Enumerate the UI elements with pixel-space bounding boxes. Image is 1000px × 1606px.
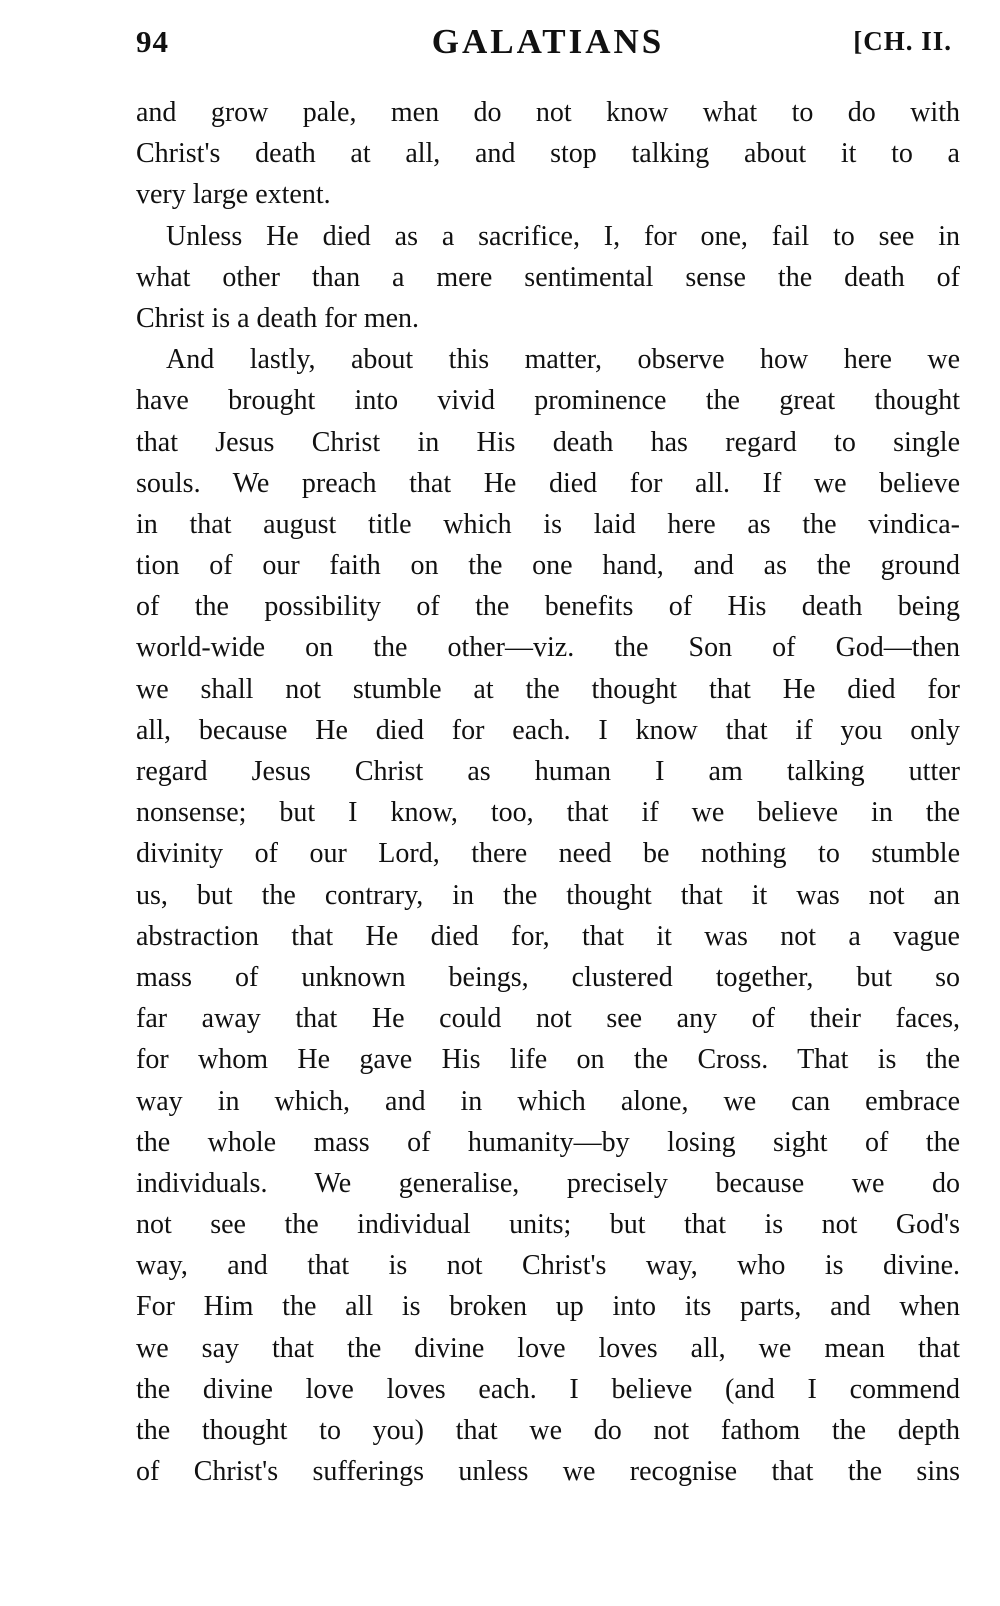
text-line: we say that the divine love loves all, we mean that bbox=[136, 1332, 960, 1364]
text-line: mass of unknown beings, clustered together, but so bbox=[136, 961, 960, 993]
text-line: Christ is a death for men. bbox=[136, 302, 420, 334]
text-line: the whole mass of humanity—by losing sight of the bbox=[136, 1126, 960, 1158]
text-line: not see the individual units; but that is not God's bbox=[136, 1209, 960, 1241]
text-line: what other than a mere sentimental sense the death of bbox=[136, 261, 960, 293]
text-line: For Him the all is broken up into its parts, and when bbox=[136, 1291, 960, 1323]
running-title: GALATIANS bbox=[431, 22, 665, 61]
text-line: individuals. We generalise, precisely because we do bbox=[136, 1167, 960, 1199]
text-line: nonsense; but I know, too, that if we believe in the bbox=[136, 797, 960, 829]
text-line: us, but the contrary, in the thought that it was not an bbox=[136, 879, 960, 911]
text-line: the divine love loves each. I believe (and I commend bbox=[136, 1373, 960, 1405]
page-number: 94 bbox=[136, 24, 169, 59]
text-line: that Jesus Christ in His death has regard to single bbox=[136, 426, 960, 458]
text-line: far away that He could not see any of their faces, bbox=[136, 1003, 960, 1035]
text-line: Unless He died as a sacrifice, I, for one, fail to see in bbox=[166, 220, 960, 252]
page-header bbox=[136, 18, 960, 68]
text-line: And lastly, about this matter, observe how here we bbox=[166, 344, 960, 376]
text-line: all, because He died for each. I know that if you only bbox=[136, 714, 960, 746]
text-line: of Christ's sufferings unless we recognise that the sins bbox=[136, 1456, 960, 1488]
text-line: the thought to you) that we do not fathom the depth bbox=[136, 1415, 960, 1446]
text-line: of the possibility of the benefits of His death being bbox=[136, 591, 960, 623]
text-line: regard Jesus Christ as human I am talking utter bbox=[136, 756, 960, 787]
text-line: in that august title which is laid here as the vindica- bbox=[136, 508, 960, 540]
text-line: for whom He gave His life on the Cross. That is the bbox=[136, 1044, 960, 1076]
text-line: have brought into vivid prominence the great thought bbox=[136, 385, 960, 417]
chapter-reference: [CH. II. bbox=[853, 26, 952, 56]
text-line: divinity of our Lord, there need be nothing to stumble bbox=[136, 838, 960, 870]
text-line: abstraction that He died for, that it was not a vague bbox=[136, 920, 960, 952]
text-line: we shall not stumble at the thought that He died for bbox=[136, 673, 960, 705]
text-line: way, and that is not Christ's way, who is divine. bbox=[136, 1250, 960, 1282]
text-line: way in which, and in which alone, we can embrace bbox=[136, 1085, 960, 1117]
paragraph bbox=[136, 216, 960, 340]
text-line: world-wide on the other—viz. the Son of God—then bbox=[136, 632, 960, 664]
paragraph bbox=[136, 339, 960, 1492]
body-text bbox=[136, 92, 960, 1492]
text-line: tion of our faith on the one hand, and as the ground bbox=[136, 550, 960, 582]
text-line: very large extent. bbox=[136, 179, 331, 211]
text-line: Christ's death at all, and stop talking about it to a bbox=[136, 138, 960, 170]
paragraph bbox=[136, 92, 960, 216]
text-line: and grow pale, men do not know what to do with bbox=[136, 97, 960, 128]
text-line: souls. We preach that He died for all. If we believe bbox=[136, 467, 960, 499]
